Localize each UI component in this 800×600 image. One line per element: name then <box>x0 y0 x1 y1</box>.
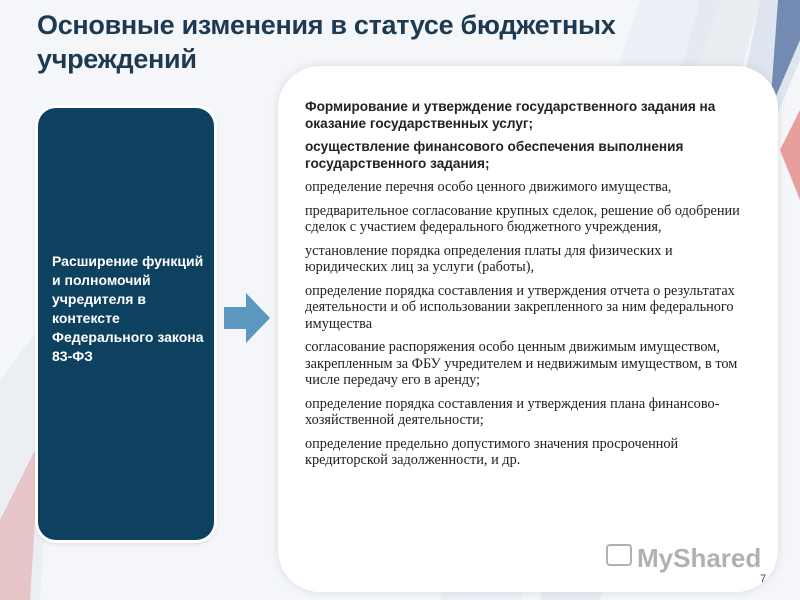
list-item: определение предельно допустимого значения просроченной кредиторской задолженности, и др. <box>305 435 679 468</box>
watermark-text: MyShared <box>637 543 762 573</box>
list-item: осуществление финансового обеспечения выполнения государственного задания; <box>305 139 684 171</box>
left-info-box <box>38 108 214 540</box>
list-item: согласование распоряжения особо ценным движимым имуществом, закрепленным за ФБУ учредителем и недвижимым имуществом, в том числе передачу его в аренду; <box>305 339 738 388</box>
slide-title: Основные изменения в статусе бюджетных учреждений <box>37 10 616 74</box>
right-arrow-icon <box>224 293 270 343</box>
left-box-text: Расширение функций и полномочий учредителя в контексте Федерального закона 83-ФЗ <box>52 253 204 364</box>
list-item: предварительное согласование крупных сделок, решение об одобрении сделок с участием федерального бюджетного учреждения, <box>305 202 740 235</box>
watermark-logo <box>605 537 765 577</box>
list-item: определение перечня особо ценного движимого имущества, <box>305 179 672 195</box>
list-item: определение порядка составления и утверждения плана финансово-хозяйственной деятельности; <box>305 395 720 428</box>
page-number: 7 <box>760 573 767 585</box>
list-item: установление порядка определения платы для физических и юридических лиц за услуги (работы), <box>305 242 673 275</box>
content-list <box>305 99 755 476</box>
list-item: определение порядка составления и утверждения отчета о результатах деятельности и об использовании закрепленного за ним федерального имущества <box>305 282 735 332</box>
list-item: Формирование и утверждение государственного задания на оказание государственных услуг; <box>305 99 716 131</box>
